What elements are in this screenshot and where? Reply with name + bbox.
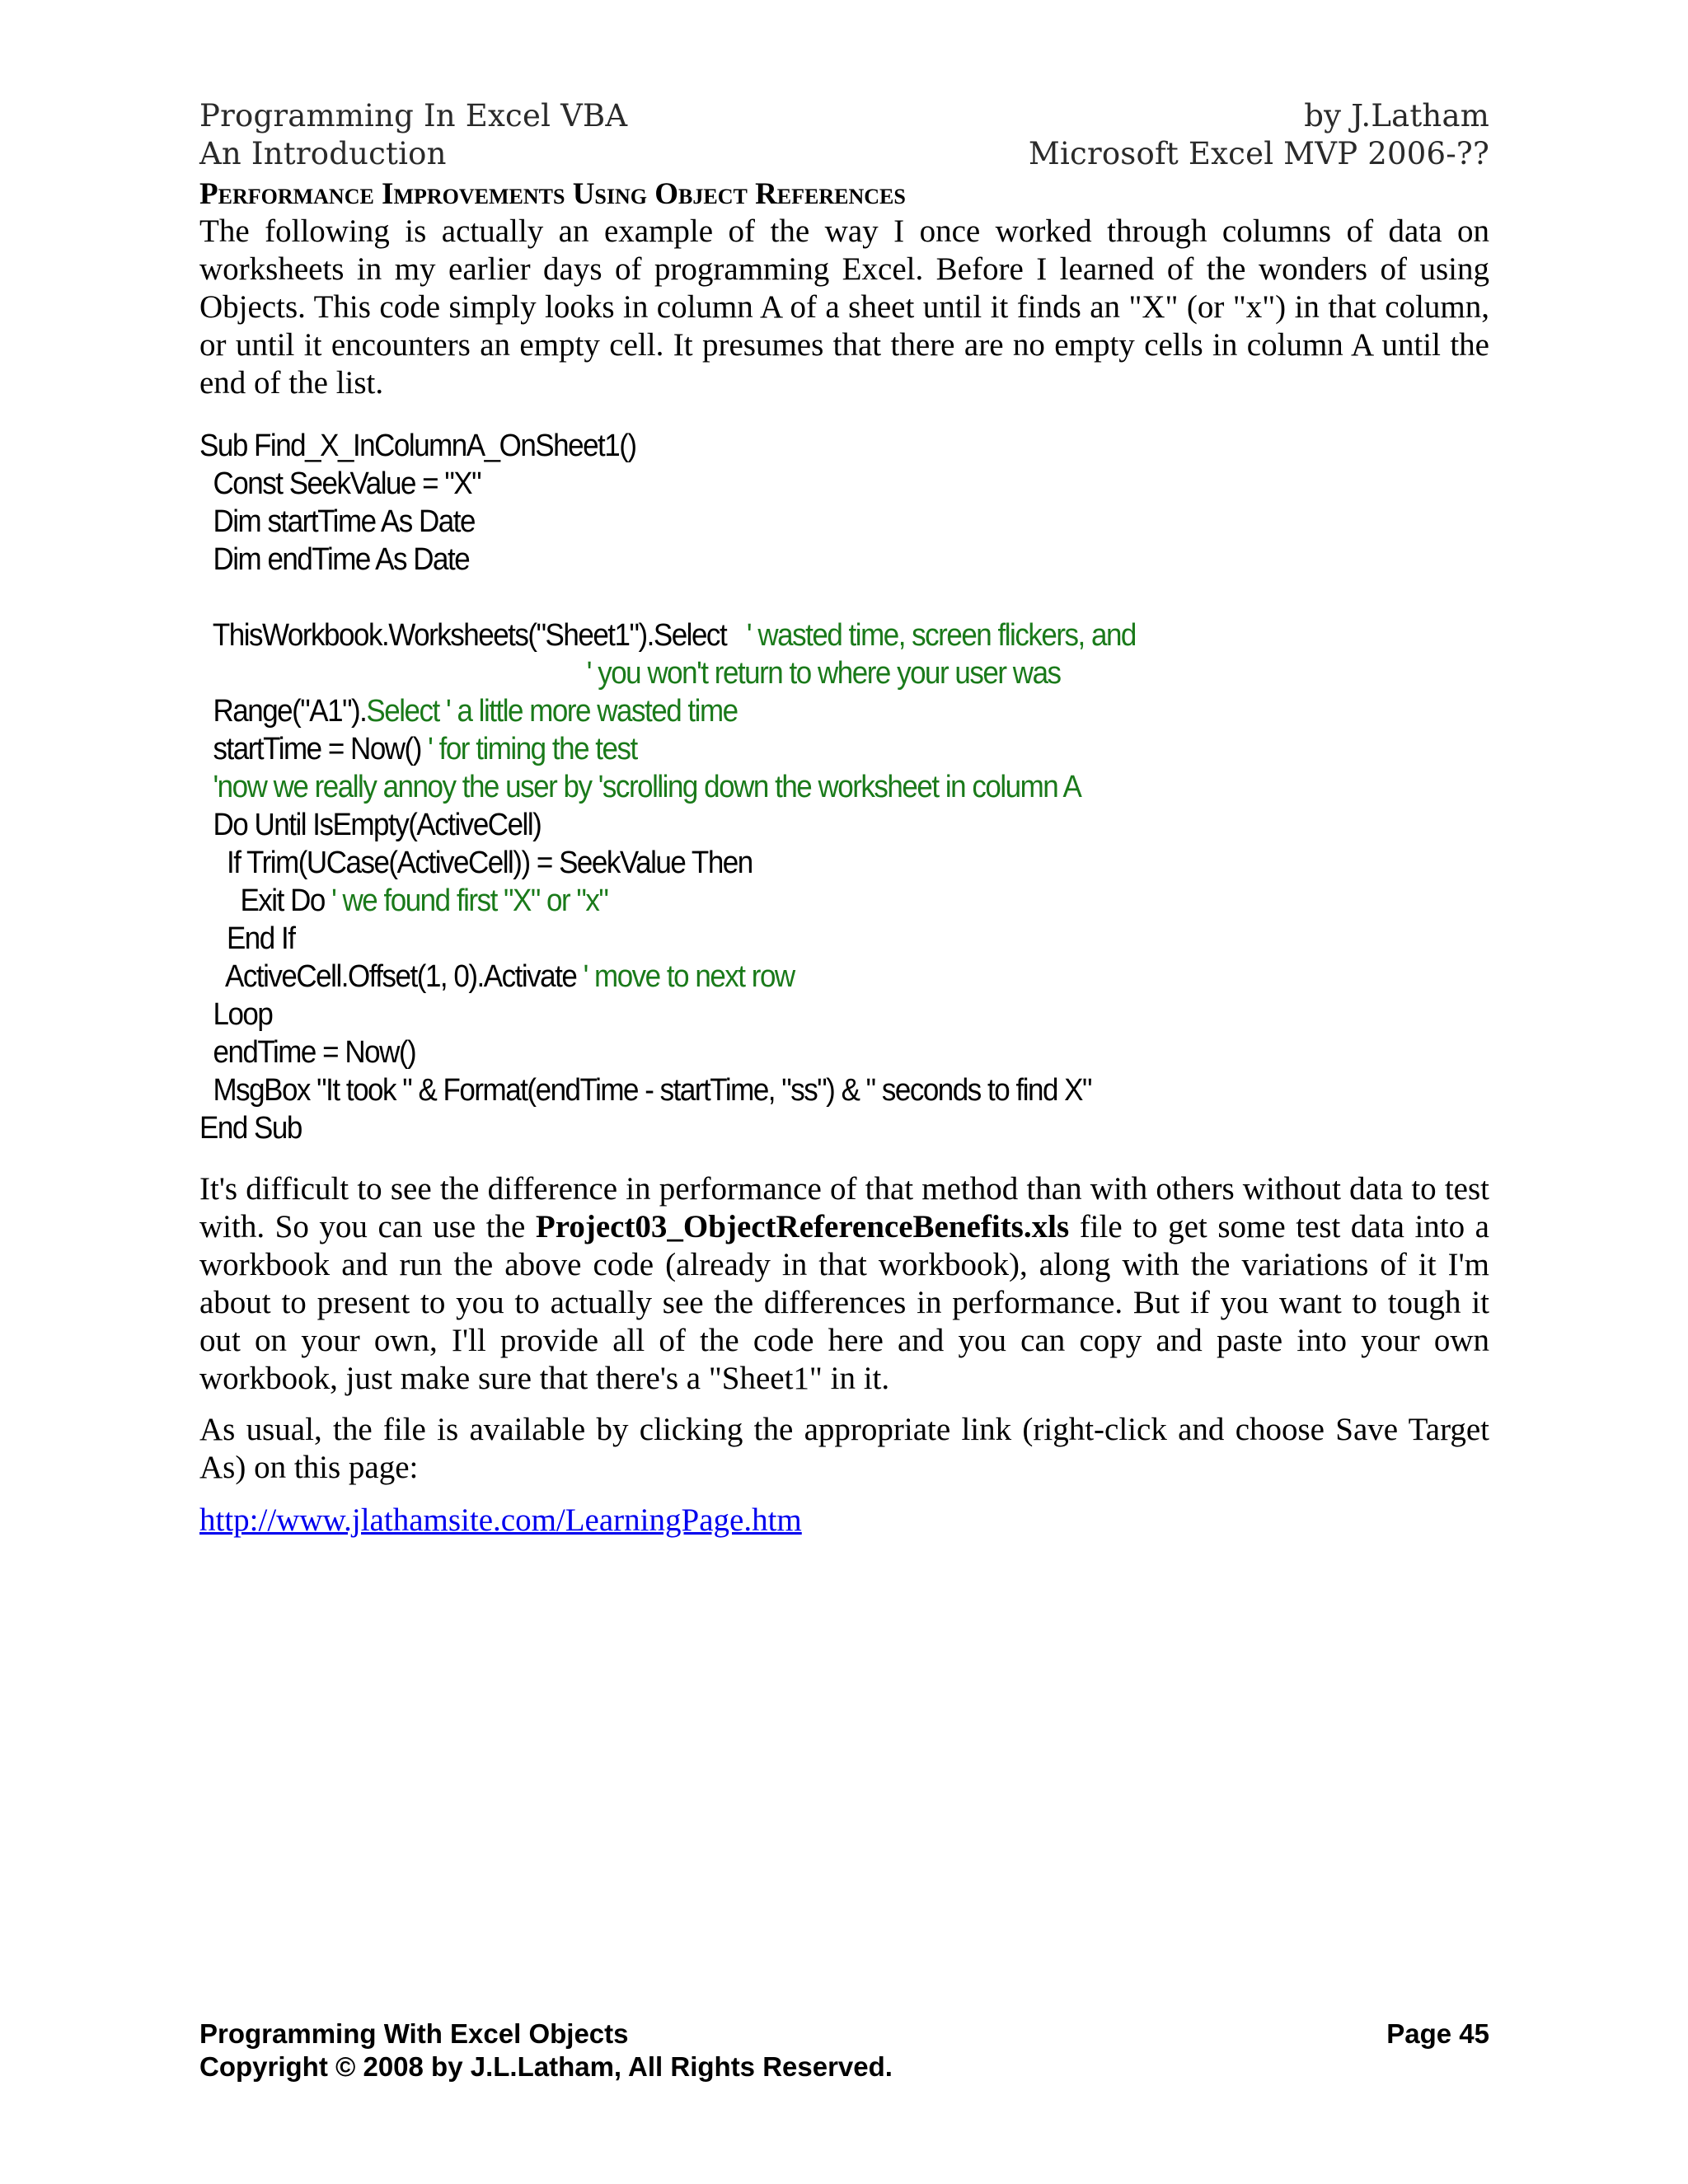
header-subtitle: An Introduction	[199, 136, 447, 171]
code-text: Exit Do	[199, 883, 332, 918]
code-line: End Sub	[199, 1111, 302, 1146]
code-comment: ' wasted time, screen flickers, and	[746, 618, 1136, 653]
footer-page-number: Page 45	[1386, 2018, 1489, 2049]
code-line: End If	[199, 921, 295, 956]
code-line: endTime = Now()	[199, 1035, 416, 1070]
code-line	[199, 616, 1489, 654]
code-comment: ' you won't return to where your user was	[586, 656, 1061, 691]
body-paragraph-3: As usual, the file is available by clicking the appropriate link (right-click and choose Save Target As) on this page:	[199, 1412, 1489, 1485]
code-line: If Trim(UCase(ActiveCell)) = SeekValue Then	[199, 846, 753, 880]
code-comment: ' for timing the test	[428, 732, 637, 766]
learning-page-link[interactable]: http://www.jlathamsite.com/LearningPage.htm	[199, 1502, 802, 1538]
code-line	[199, 882, 1489, 920]
code-line: Sub Find_X_InColumnA_OnSheet1()	[199, 429, 636, 463]
code-line	[199, 692, 1489, 730]
code-line: Dim endTime As Date	[199, 542, 470, 577]
code-comment: Select ' a little more wasted time	[366, 694, 738, 729]
header-row-2	[199, 135, 1489, 173]
code-line	[199, 654, 1489, 692]
code-text: ThisWorkbook.Worksheets("Sheet1").Select	[199, 618, 747, 653]
document-page	[199, 97, 1489, 1540]
header-title: Programming In Excel VBA	[199, 98, 628, 134]
para2-before: It's difficult to see the difference in performance of that method than with others without data to test with. So you can use the	[199, 1171, 1489, 1244]
header-row-1	[199, 97, 1489, 135]
footer-row-1	[199, 2018, 1489, 2050]
footer-copyright: Copyright © 2008 by J.L.Latham, All Rights Reserved.	[199, 2051, 893, 2082]
code-comment: ' we found first "X" or "x"	[331, 883, 608, 918]
code-text: startTime = Now()	[199, 732, 429, 766]
code-text: Range("A1").	[199, 694, 367, 729]
header-mvp: Microsoft Excel MVP 2006-??	[1028, 136, 1489, 171]
code-comment-line: 'now we really annoy the user by 'scrolling down the worksheet in column A	[199, 770, 1081, 804]
code-text: ActiveCell.Offset(1, 0).Activate	[199, 959, 584, 994]
section-title: Performance Improvements Using Object References	[199, 177, 906, 211]
page-footer	[199, 2018, 1489, 2083]
code-line: MsgBox "It took " & Format(endTime - startTime, "ss") & " seconds to find X"	[199, 1073, 1091, 1108]
code-line	[199, 958, 1489, 996]
code-line	[199, 730, 1489, 768]
code-line: Const SeekValue = "X"	[199, 466, 481, 501]
filename-bold: Project03_ObjectReferenceBenefits.xls	[535, 1209, 1070, 1244]
code-line: Do Until IsEmpty(ActiveCell)	[199, 808, 542, 842]
header-author: by J.Latham	[1304, 98, 1489, 134]
para2-after: file to get some test data into a workbook and run the above code (already in that workbook), along with the variations of it I'm about to present to you to actually see the differences in performance. But if you want to tough it out on your own, I'll provide all of the code here and you can copy and paste into your own workbook, just make sure that there's a "Sheet1" in it.	[199, 1209, 1489, 1396]
intro-paragraph: The following is actually an example of the way I once worked through columns of data on worksheets in my earlier days of programming Excel. Before I learned of the wonders of using Objects. This code simply looks in column A of a sheet until it finds an "X" (or "x") in that column, or until it encounters an empty cell. It presumes that there are no empty cells in column A until the end of the list.	[199, 213, 1489, 401]
footer-row-2	[199, 2050, 1489, 2083]
footer-book-title: Programming With Excel Objects	[199, 2018, 629, 2049]
code-block	[199, 427, 1489, 1147]
code-spacer	[199, 656, 587, 691]
code-line-blank	[199, 579, 1489, 616]
code-line: Dim startTime As Date	[199, 504, 475, 539]
body-paragraph-2	[199, 1170, 1489, 1398]
code-line: Loop	[199, 997, 273, 1032]
code-comment: ' move to next row	[583, 959, 795, 994]
